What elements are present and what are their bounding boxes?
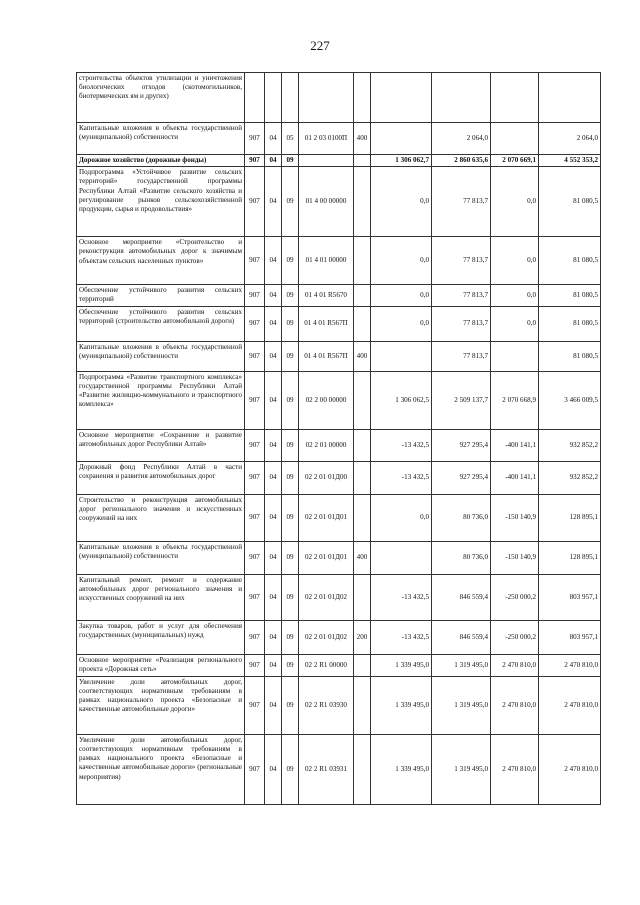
cell-amount-3 xyxy=(491,341,539,371)
row-name: Увеличение доли автомобильных дорог, соответствующих нормативным требованиям в рамках национального проекта «Безопасные и качественные автомобильные дороги» xyxy=(77,676,245,734)
cell-gr: 907 xyxy=(245,371,265,429)
cell-gr: 907 xyxy=(245,620,265,654)
cell-amount-1: 0,0 xyxy=(371,306,432,341)
cell-amount-2: 927 295,4 xyxy=(432,461,491,494)
cell-amount-3: -150 140,9 xyxy=(491,541,539,574)
table-row xyxy=(77,541,601,574)
cell-rz: 04 xyxy=(265,371,282,429)
cell-amount-2: 1 319 495,0 xyxy=(432,676,491,734)
cell-amount-1: 1 339 495,0 xyxy=(371,654,432,676)
cell-amount-4 xyxy=(539,73,601,123)
cell-vr xyxy=(354,167,371,237)
cell-rz: 04 xyxy=(265,654,282,676)
cell-vr xyxy=(354,574,371,620)
cell-amount-4: 803 957,1 xyxy=(539,620,601,654)
cell-amount-3: -150 140,9 xyxy=(491,494,539,541)
cell-rz: 04 xyxy=(265,676,282,734)
cell-pr: 09 xyxy=(282,341,299,371)
cell-vr xyxy=(354,306,371,341)
cell-gr: 907 xyxy=(245,341,265,371)
cell-rz: 04 xyxy=(265,237,282,285)
cell-amount-1: 1 339 495,0 xyxy=(371,676,432,734)
cell-rz: 04 xyxy=(265,123,282,155)
cell-amount-3: 0,0 xyxy=(491,237,539,285)
cell-amount-2: 846 559,4 xyxy=(432,574,491,620)
cell-vr xyxy=(354,429,371,461)
cell-amount-1: 0,0 xyxy=(371,285,432,306)
cell-pr: 09 xyxy=(282,167,299,237)
cell-vr xyxy=(354,371,371,429)
cell-amount-4: 932 852,2 xyxy=(539,429,601,461)
cell-gr: 907 xyxy=(245,541,265,574)
cell-amount-2: 80 736,0 xyxy=(432,541,491,574)
row-name: Обеспечение устойчивого развития сельских территорий (строительство автомобильной дороги) xyxy=(77,306,245,341)
cell-gr: 907 xyxy=(245,167,265,237)
row-name: Обеспечение устойчивого развития сельских территорий xyxy=(77,285,245,306)
cell-amount-4: 932 852,2 xyxy=(539,461,601,494)
cell-amount-1: -13 432,5 xyxy=(371,574,432,620)
row-name: Увеличение доли автомобильных дорог, соответствующих нормативным требованиям в рамках национального проекта «Безопасные и качественные автомобильные дороги» (региональные мероприятия) xyxy=(77,734,245,804)
cell-vr xyxy=(354,73,371,123)
table-row xyxy=(77,574,601,620)
cell-rz: 04 xyxy=(265,734,282,804)
cell-csr: 02 2 R1 03931 xyxy=(299,734,354,804)
cell-amount-4: 81 080,5 xyxy=(539,306,601,341)
cell-pr: 05 xyxy=(282,123,299,155)
cell-pr: 09 xyxy=(282,285,299,306)
cell-amount-1: -13 432,5 xyxy=(371,620,432,654)
cell-gr: 907 xyxy=(245,676,265,734)
table-row xyxy=(77,676,601,734)
cell-gr: 907 xyxy=(245,155,265,167)
cell-gr xyxy=(245,73,265,123)
table-row xyxy=(77,429,601,461)
cell-vr xyxy=(354,734,371,804)
cell-amount-4: 2 064,0 xyxy=(539,123,601,155)
cell-vr: 400 xyxy=(354,123,371,155)
cell-pr: 09 xyxy=(282,574,299,620)
cell-amount-2: 77 813,7 xyxy=(432,167,491,237)
cell-amount-1 xyxy=(371,73,432,123)
cell-amount-1: 1 339 495,0 xyxy=(371,734,432,804)
cell-amount-2: 1 319 495,0 xyxy=(432,734,491,804)
table-row xyxy=(77,461,601,494)
table-row xyxy=(77,371,601,429)
cell-amount-4: 3 466 009,5 xyxy=(539,371,601,429)
row-name: Капитальные вложения в объекты государственной (муниципальной) собственности xyxy=(77,123,245,155)
table-row xyxy=(77,167,601,237)
cell-amount-3: -250 000,2 xyxy=(491,574,539,620)
row-name: строительства объектов утилизации и уничтожения биологических отходов (скотомогильников, биотермических ям и других) xyxy=(77,73,245,123)
cell-csr: 02 2 01 01Д02 xyxy=(299,574,354,620)
cell-amount-2: 77 813,7 xyxy=(432,237,491,285)
table-row xyxy=(77,73,601,123)
cell-amount-2: 77 813,7 xyxy=(432,285,491,306)
cell-rz: 04 xyxy=(265,167,282,237)
cell-csr: 01 4 01 R567П xyxy=(299,341,354,371)
cell-amount-2: 77 813,7 xyxy=(432,306,491,341)
cell-csr: 02 2 01 01Д02 xyxy=(299,620,354,654)
row-name: Подпрограмма «Развитие транспортного комплекса» государственной программы Республики Алтай «Развитие жилищно-коммунального и транспортного комплекса» xyxy=(77,371,245,429)
cell-rz: 04 xyxy=(265,541,282,574)
cell-amount-2: 927 295,4 xyxy=(432,429,491,461)
cell-amount-4: 2 470 810,0 xyxy=(539,734,601,804)
row-name: Закупка товаров, работ и услуг для обеспечения государственных (муниципальных) нужд xyxy=(77,620,245,654)
cell-vr xyxy=(354,676,371,734)
cell-vr xyxy=(354,494,371,541)
cell-pr: 09 xyxy=(282,306,299,341)
cell-gr: 907 xyxy=(245,654,265,676)
cell-amount-1 xyxy=(371,541,432,574)
table-row xyxy=(77,494,601,541)
cell-amount-4: 803 957,1 xyxy=(539,574,601,620)
table-row xyxy=(77,285,601,306)
cell-rz: 04 xyxy=(265,620,282,654)
cell-pr: 09 xyxy=(282,371,299,429)
cell-amount-4: 81 080,5 xyxy=(539,285,601,306)
cell-rz: 04 xyxy=(265,494,282,541)
cell-amount-4: 81 080,5 xyxy=(539,167,601,237)
cell-csr: 02 2 01 00000 xyxy=(299,429,354,461)
cell-rz: 04 xyxy=(265,341,282,371)
cell-amount-3: 2 470 810,0 xyxy=(491,654,539,676)
row-name: Капитальные вложения в объекты государственной (муниципальной) собственности xyxy=(77,541,245,574)
cell-csr: 01 2 03 0100П xyxy=(299,123,354,155)
table-row xyxy=(77,734,601,804)
cell-gr: 907 xyxy=(245,123,265,155)
cell-pr: 09 xyxy=(282,155,299,167)
cell-csr: 01 4 01 00000 xyxy=(299,237,354,285)
cell-amount-3 xyxy=(491,123,539,155)
cell-rz xyxy=(265,73,282,123)
cell-amount-3: 2 070 669,1 xyxy=(491,155,539,167)
cell-amount-3: 2 470 810,0 xyxy=(491,676,539,734)
cell-amount-1: -13 432,5 xyxy=(371,429,432,461)
cell-amount-4: 81 080,5 xyxy=(539,341,601,371)
cell-csr: 02 2 01 01Д01 xyxy=(299,494,354,541)
cell-vr: 200 xyxy=(354,620,371,654)
cell-amount-2: 80 736,0 xyxy=(432,494,491,541)
cell-amount-1: 0,0 xyxy=(371,237,432,285)
cell-pr: 09 xyxy=(282,676,299,734)
table-body xyxy=(77,73,601,805)
cell-vr xyxy=(354,155,371,167)
row-name: Капитальный ремонт, ремонт и содержание автомобильных дорог регионального значения и искусственных сооружений на них xyxy=(77,574,245,620)
cell-csr: 01 4 01 R567П xyxy=(299,306,354,341)
cell-pr: 09 xyxy=(282,494,299,541)
cell-amount-3: -400 141,1 xyxy=(491,429,539,461)
cell-amount-2: 1 319 495,0 xyxy=(432,654,491,676)
cell-gr: 907 xyxy=(245,237,265,285)
budget-table xyxy=(76,72,601,805)
cell-rz: 04 xyxy=(265,155,282,167)
cell-gr: 907 xyxy=(245,429,265,461)
cell-amount-3: 0,0 xyxy=(491,306,539,341)
cell-pr xyxy=(282,73,299,123)
cell-amount-4: 4 552 353,2 xyxy=(539,155,601,167)
cell-csr xyxy=(299,73,354,123)
cell-amount-3: -400 141,1 xyxy=(491,461,539,494)
cell-amount-1: 1 306 062,5 xyxy=(371,371,432,429)
cell-csr: 02 2 00 00000 xyxy=(299,371,354,429)
cell-rz: 04 xyxy=(265,285,282,306)
cell-pr: 09 xyxy=(282,654,299,676)
cell-amount-3: 2 070 668,9 xyxy=(491,371,539,429)
row-name: Дорожный фонд Республики Алтай в части сохранения и развития автомобильных дорог xyxy=(77,461,245,494)
table-row xyxy=(77,155,601,167)
cell-rz: 04 xyxy=(265,574,282,620)
cell-csr: 02 2 01 01Д01 xyxy=(299,541,354,574)
cell-pr: 09 xyxy=(282,541,299,574)
cell-amount-2: 2 860 635,6 xyxy=(432,155,491,167)
cell-pr: 09 xyxy=(282,429,299,461)
cell-vr xyxy=(354,461,371,494)
cell-amount-1: -13 432,5 xyxy=(371,461,432,494)
cell-csr xyxy=(299,155,354,167)
cell-amount-3: -250 000,2 xyxy=(491,620,539,654)
cell-amount-3: 0,0 xyxy=(491,167,539,237)
row-name: Основное мероприятие «Реализация регионального проекта «Дорожная сеть» xyxy=(77,654,245,676)
cell-amount-4: 81 080,5 xyxy=(539,237,601,285)
page-number: 227 xyxy=(310,38,330,53)
cell-rz: 04 xyxy=(265,461,282,494)
table-row xyxy=(77,341,601,371)
cell-amount-4: 2 470 810,0 xyxy=(539,654,601,676)
cell-csr: 02 2 R1 03930 xyxy=(299,676,354,734)
table-row xyxy=(77,237,601,285)
cell-amount-2: 77 813,7 xyxy=(432,341,491,371)
cell-gr: 907 xyxy=(245,734,265,804)
row-name: Основное мероприятие «Сохранение и развитие автомобильных дорог Республики Алтай» xyxy=(77,429,245,461)
row-name: Дорожное хозяйство (дорожные фонды) xyxy=(77,155,245,167)
cell-amount-1 xyxy=(371,123,432,155)
cell-gr: 907 xyxy=(245,494,265,541)
cell-amount-1 xyxy=(371,341,432,371)
cell-csr: 01 4 01 R5670 xyxy=(299,285,354,306)
cell-amount-1: 0,0 xyxy=(371,167,432,237)
cell-amount-3: 0,0 xyxy=(491,285,539,306)
cell-amount-1: 0,0 xyxy=(371,494,432,541)
cell-vr xyxy=(354,285,371,306)
cell-rz: 04 xyxy=(265,306,282,341)
row-name: Капитальные вложения в объекты государственной (муниципальной) собственности xyxy=(77,341,245,371)
cell-amount-4: 2 470 810,0 xyxy=(539,676,601,734)
cell-vr: 400 xyxy=(354,541,371,574)
cell-amount-2: 2 509 137,7 xyxy=(432,371,491,429)
cell-vr: 400 xyxy=(354,341,371,371)
cell-amount-1: 1 306 062,7 xyxy=(371,155,432,167)
cell-amount-2 xyxy=(432,73,491,123)
cell-csr: 01 4 00 00000 xyxy=(299,167,354,237)
table-row xyxy=(77,620,601,654)
table-row xyxy=(77,654,601,676)
cell-rz: 04 xyxy=(265,429,282,461)
cell-gr: 907 xyxy=(245,574,265,620)
row-name: Основное мероприятие «Строительство и реконструкция автомобильных дорог к значимым объектам сельских населенных пунктов» xyxy=(77,237,245,285)
cell-pr: 09 xyxy=(282,461,299,494)
cell-pr: 09 xyxy=(282,734,299,804)
cell-pr: 09 xyxy=(282,620,299,654)
cell-csr: 02 2 01 01Д00 xyxy=(299,461,354,494)
cell-amount-4: 128 895,1 xyxy=(539,541,601,574)
cell-gr: 907 xyxy=(245,285,265,306)
table-row xyxy=(77,306,601,341)
cell-amount-3 xyxy=(491,73,539,123)
cell-vr xyxy=(354,237,371,285)
cell-amount-4: 128 895,1 xyxy=(539,494,601,541)
cell-vr xyxy=(354,654,371,676)
cell-amount-3: 2 470 810,0 xyxy=(491,734,539,804)
cell-amount-2: 2 064,0 xyxy=(432,123,491,155)
cell-csr: 02 2 R1 00000 xyxy=(299,654,354,676)
table-row xyxy=(77,123,601,155)
row-name: Подпрограмма «Устойчивое развитие сельских территорий» государственной программы Республики Алтай «Развитие сельского хозяйства и регулирование рынков сельскохозяйственной продукции, сырья и продовольствия» xyxy=(77,167,245,237)
cell-gr: 907 xyxy=(245,461,265,494)
cell-amount-2: 846 559,4 xyxy=(432,620,491,654)
cell-gr: 907 xyxy=(245,306,265,341)
cell-pr: 09 xyxy=(282,237,299,285)
row-name: Строительство и реконструкция автомобильных дорог регионального значения и искусственных сооружений на них xyxy=(77,494,245,541)
